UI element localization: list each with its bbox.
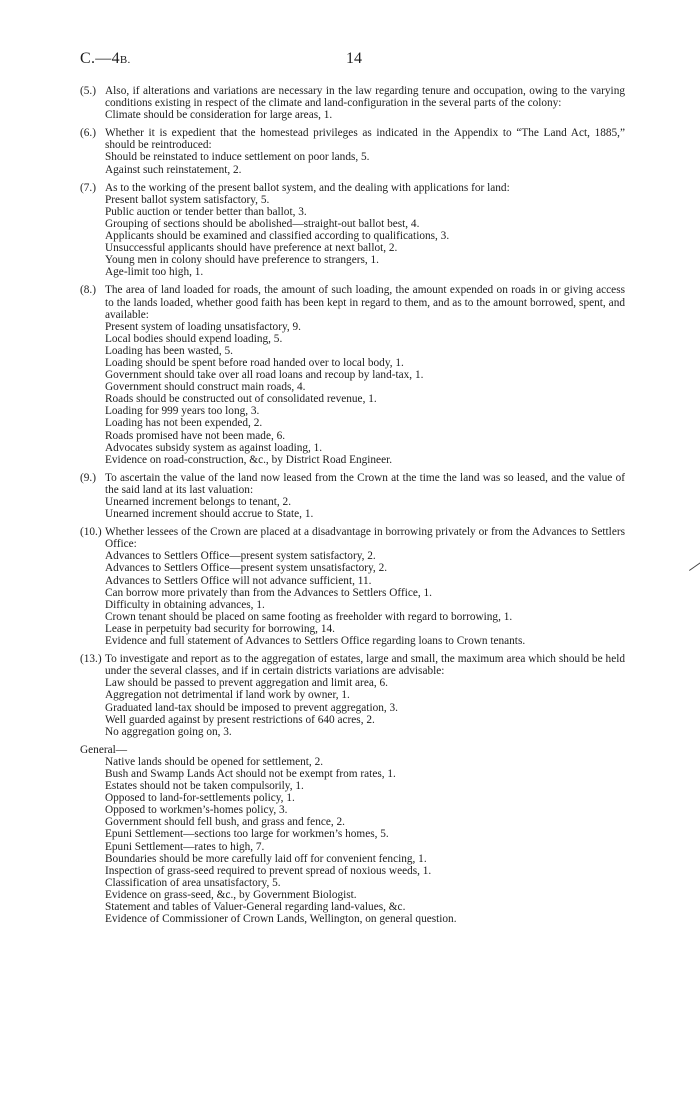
section [80, 472, 625, 520]
section-question [80, 284, 625, 320]
answer-item: Loading should be spent before road handed over to local body, 1. [105, 356, 404, 369]
question-text: Also, if alterations and variations are necessary in the law regarding tenure and occupation, owing to the varying conditions existing in respect of the climate and land-configuration in the several parts of the colony: [105, 85, 625, 110]
section-number: (8.) [80, 284, 96, 297]
answer-item: Age-limit too high, 1. [105, 266, 204, 279]
answer-item: Loading has been wasted, 5. [105, 344, 233, 357]
answer-item: Evidence on road-construction, &c., by District Road Engineer. [105, 453, 393, 466]
answer-item: No aggregation going on, 3. [105, 725, 232, 738]
answer-item: Crown tenant should be placed on same footing as freeholder with regard to borrowing, 1. [105, 610, 513, 623]
answer-list [80, 677, 625, 737]
answer-item: Classification of area unsatisfactory, 5. [105, 876, 281, 889]
answer-item: Should be reinstated to induce settlement on poor lands, 5. [105, 151, 370, 164]
answer-item: Statement and tables of Valuer-General regarding land-values, &c. [105, 901, 406, 913]
answer-list [80, 550, 625, 647]
answer-item: Advances to Settlers Office—present system satisfactory, 2. [105, 550, 376, 563]
answer-item: Advances to Settlers Office will not advance sufficient, 11. [105, 574, 372, 587]
answer-item: Local bodies should expend loading, 5. [105, 332, 283, 345]
answer-item: Grouping of sections should be abolished—straight-out ballot best, 4. [105, 217, 420, 230]
reference-suffix: B. [119, 54, 131, 66]
answer-list [80, 756, 625, 925]
answer-list [80, 496, 625, 520]
answer-item: Opposed to land-for-settlements policy, 1. [105, 792, 295, 805]
answer-item: Young men in colony should have preference to strangers, 1. [105, 254, 379, 267]
general-heading: General— [80, 743, 128, 756]
answer-item: Advances to Settlers Office—present system unsatisfactory, 2. [105, 562, 388, 575]
section-question [80, 526, 625, 550]
answer-item: Unsuccessful applicants should have preference at next ballot, 2. [105, 242, 398, 255]
margin-mark [689, 562, 700, 571]
page-number: 14 [346, 50, 362, 67]
answer-item: Difficulty in obtaining advances, 1. [105, 598, 265, 611]
answer-item: Estates should not be taken compulsorily, 1. [105, 780, 304, 793]
answer-item: Unearned increment belongs to tenant, 2. [105, 496, 292, 508]
answer-item: Evidence and full statement of Advances to Settlers Office regarding loans to Crown tenants. [105, 635, 526, 648]
answer-item: Loading has not been expended, 2. [105, 417, 263, 430]
section-question [80, 472, 625, 496]
answer-item: Public auction or tender better than ballot, 3. [105, 205, 307, 218]
section-question [80, 127, 625, 151]
question-text: To ascertain the value of the land now leased from the Crown at the time the land was so leased, and the value of the said land at its last valuation: [105, 471, 625, 496]
answer-item: Advocates subsidy system as against loading, 1. [105, 441, 323, 454]
answer-item: Aggregation not detrimental if land work by owner, 1. [105, 689, 350, 702]
section-number: (13.) [80, 653, 102, 666]
section [80, 284, 625, 465]
answer-item: Unearned increment should accrue to State, 1. [105, 508, 314, 521]
answer-item: Native lands should be opened for settlement, 2. [105, 755, 324, 768]
answer-item: Lease in perpetuity bad security for borrowing, 14. [105, 622, 335, 635]
document-reference [80, 50, 131, 68]
answer-item: Present ballot system satisfactory, 5. [105, 193, 270, 206]
answer-item: Opposed to workmen’s-homes policy, 3. [105, 804, 288, 817]
section-number: (5.) [80, 85, 96, 97]
question-text: Whether it is expedient that the homestead privileges as indicated in the Appendix to “The Land Act, 1885,” should be reintroduced: [105, 127, 625, 152]
answer-item: Government should construct main roads, 4. [105, 381, 306, 394]
answer-item: Can borrow more privately than from the Advances to Settlers Office, 1. [105, 586, 432, 599]
answer-item: Roads should be constructed out of consolidated revenue, 1. [105, 393, 377, 406]
answer-item: Epuni Settlement—sections too large for workmen’s homes, 5. [105, 828, 389, 841]
answer-item: Inspection of grass-seed required to prevent spread of noxious weeds, 1. [105, 864, 432, 877]
answer-item: Epuni Settlement—rates to high, 7. [105, 840, 265, 853]
document-body [80, 85, 625, 931]
question-text: To investigate and report as to the aggregation of estates, large and small, the maximum area which should be held under the several classes, and if in certain districts variations are advisable: [105, 653, 625, 678]
answer-item: Present system of loading unsatisfactory, 9. [105, 320, 301, 333]
section-question [80, 182, 625, 194]
answer-item: Government should fell bush, and grass and fence, 2. [105, 816, 345, 829]
answer-item: Government should take over all road loans and recoup by land-tax, 1. [105, 369, 424, 382]
answer-item: Law should be passed to prevent aggregation and limit area, 6. [105, 677, 388, 690]
answer-item: Evidence on grass-seed, &c., by Government Biologist. [105, 888, 357, 901]
question-text: Whether lessees of the Crown are placed at a disadvantage in borrowing privately or from the Advances to Settlers Office: [105, 526, 625, 551]
answer-item: Against such reinstatement, 2. [105, 163, 242, 176]
answer-item: Graduated land-tax should be imposed to prevent aggregation, 3. [105, 701, 399, 714]
answer-list [80, 194, 625, 279]
section-number: (6.) [80, 127, 96, 140]
answer-item: Applicants should be examined and classified according to qualifications, 3. [105, 230, 450, 243]
section [80, 85, 625, 121]
section [80, 127, 625, 175]
answer-list [80, 109, 625, 121]
section-number: (7.) [80, 181, 96, 194]
general-section [80, 744, 625, 925]
answer-item: Well guarded against by present restrictions of 640 acres, 2. [105, 713, 375, 726]
answer-item: Bush and Swamp Lands Act should not be exempt from rates, 1. [105, 767, 396, 780]
section-number: (9.) [80, 471, 96, 484]
answer-item: Roads promised have not been made, 6. [105, 429, 286, 442]
question-text: The area of land loaded for roads, the amount of such loading, the amount expended on roads in or giving access to the lands loaded, whether good faith has been kept in regard to them, and as to the amount borrowed, spent, and available: [105, 284, 625, 321]
reference-main: C.—4 [80, 50, 120, 67]
answer-item: Climate should be consideration for large areas, 1. [105, 109, 333, 122]
section-number: (10.) [80, 526, 102, 539]
section [80, 653, 625, 738]
answer-item: Evidence of Commissioner of Crown Lands, Wellington, on general question. [105, 913, 457, 926]
answer-list [80, 321, 625, 466]
answer-item: Loading for 999 years too long, 3. [105, 405, 260, 418]
section [80, 182, 625, 279]
section [80, 526, 625, 647]
section-question [80, 653, 625, 677]
answer-list [80, 151, 625, 175]
question-text: As to the working of the present ballot system, and the dealing with applications for land: [105, 181, 510, 194]
answer-item: Boundaries should be more carefully laid off for convenient fencing, 1. [105, 852, 427, 865]
section-question [80, 85, 625, 109]
